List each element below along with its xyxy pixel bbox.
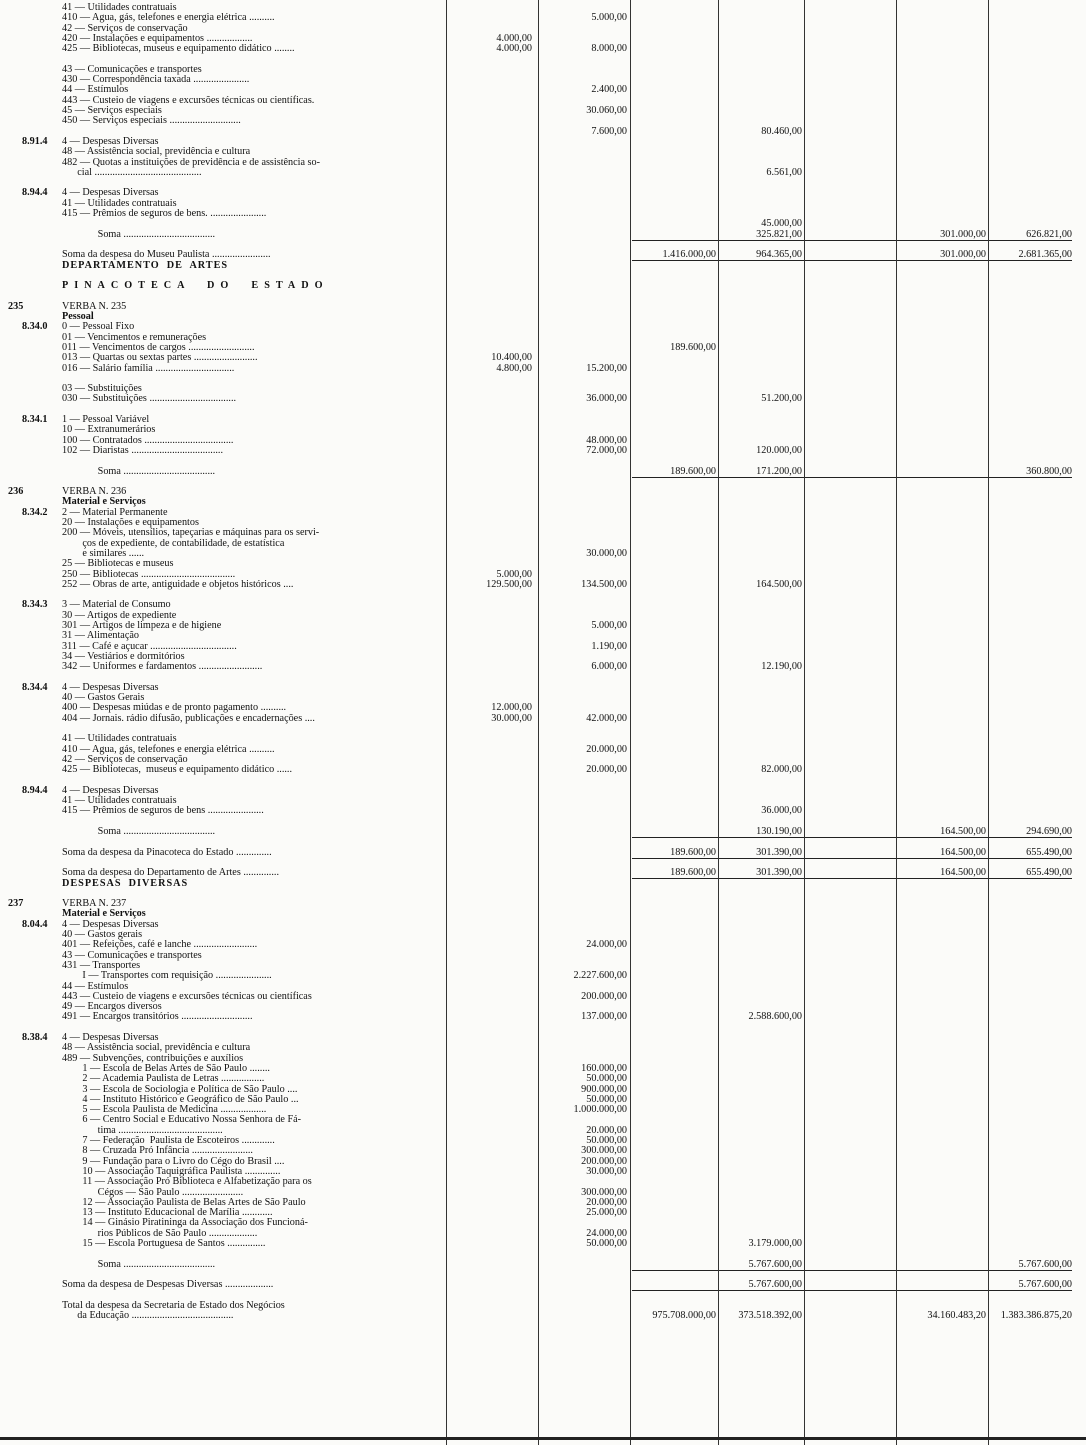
amount-c2: 1.000.000,00: [573, 1104, 627, 1116]
item-description: 4 — Despesas Diversas: [62, 187, 159, 199]
amount-c2: 48.000,00: [586, 434, 627, 446]
item-description: 40 — Gastos gerais: [62, 929, 143, 940]
item-description: 15 — Escola Portuguesa de Santos ...............: [62, 1238, 266, 1249]
amount-c4: 301.390,00: [756, 846, 802, 858]
amount-c2: 5.000,00: [591, 620, 627, 631]
item-description: Soma da despesa da Pinacoteca do Estado ..............: [62, 846, 272, 858]
amount-c1: 12.000,00: [491, 702, 532, 714]
amount-c1: 30.000,00: [491, 712, 532, 724]
item-description: 430 — Correspondência taxada ......................: [62, 74, 250, 86]
item-description: 42 — Serviços de conservação: [62, 22, 188, 34]
classification-code: 8.34.0: [22, 321, 48, 333]
item-description: 41 — Utilidades contratuais: [62, 733, 177, 745]
item-description: 100 — Contratados ...................................: [62, 434, 234, 446]
amount-c2: 20.000,00: [586, 1196, 627, 1208]
amount-c2: 6.000,00: [591, 661, 627, 673]
item-description: 4 — Despesas Diversas: [62, 1032, 159, 1043]
item-description: 43 — Comunicações e transportes: [62, 949, 202, 961]
amount-c3: 1.416.000,00: [662, 249, 716, 261]
amount-c2: 15.200,00: [586, 362, 627, 374]
item-description: 311 — Café e açucar ..................................: [62, 640, 237, 652]
item-description: Soma da despesa do Museu Paulista .......................: [62, 249, 271, 261]
item-description: Soma da despesa do Departamento de Artes ..............: [62, 867, 279, 879]
amount-c4: 164.500,00: [756, 578, 802, 590]
amount-c4: 373.518.392,00: [738, 1310, 802, 1322]
amount-c4: 5.767.600,00: [748, 1279, 802, 1291]
amount-c2: 50.000,00: [586, 1238, 627, 1249]
item-description: 41 — Utilidades contratuais: [62, 2, 177, 13]
amount-c2: 300.000,00: [581, 1186, 627, 1198]
item-description: 4 — Despesas Diversas: [62, 918, 159, 930]
item-description: 49 — Encargos diversos: [62, 1001, 162, 1013]
amount-c2: 300.000,00: [581, 1145, 627, 1157]
item-description: 44 — Estímulos: [62, 980, 129, 992]
amount-c7: 1.383.386.875,20: [1000, 1310, 1072, 1322]
amount-c2: 200.000,00: [581, 1155, 627, 1167]
item-description: 425 — Bibliotecas, museus e equipamento didático ......: [62, 764, 293, 776]
item-description: 1 — Pessoal Variável: [62, 414, 150, 425]
item-description: 41 — Utilidades contratuais: [62, 795, 177, 807]
item-description: 410 — Agua, gás, telefones e energia elétrica ..........: [62, 12, 275, 24]
classification-code: 8.94.4: [22, 187, 48, 199]
item-description: 250 — Bibliotecas .....................................: [62, 568, 236, 580]
item-description: 48 — Assistência social, previdência e cultura: [62, 1042, 251, 1054]
item-description: Cégos — São Paulo ........................: [62, 1186, 244, 1198]
amount-c2: 72.000,00: [586, 444, 627, 456]
item-description: 301 — Artigos de limpeza e de higiene: [62, 620, 222, 631]
item-description: cial ..........................................: [62, 166, 202, 178]
item-description: 8 — Cruzada Pró Infância ........................: [62, 1145, 253, 1157]
item-description: e similares ......: [62, 547, 145, 559]
item-description: 40 — Gastos Gerais: [62, 692, 145, 704]
item-description: 3 — Material de Consumo: [62, 599, 171, 611]
item-description: 011 — Vencimentos de cargos ..........................: [62, 341, 255, 353]
classification-code: 8.34.3: [22, 599, 48, 611]
amount-c4: 45.000,00: [761, 218, 802, 230]
item-description: Material e Serviços: [62, 908, 146, 920]
item-description: 31 — Alimentação: [62, 630, 139, 642]
item-description: VERBA N. 236: [62, 486, 127, 498]
item-description: DEPARTAMENTO DE ARTES: [62, 259, 229, 271]
amount-c2: 137.000,00: [581, 1011, 627, 1023]
item-description: 25 — Bibliotecas e museus: [62, 558, 174, 570]
amount-c4: 120.000,00: [756, 444, 802, 456]
amount-c7: 626.821,00: [1026, 228, 1072, 240]
item-description: 30 — Artigos de expediente: [62, 609, 177, 621]
item-description: 013 — Quartas ou sextas partes .........................: [62, 352, 258, 364]
item-description: 20 — Instalações e equipamentos: [62, 517, 199, 528]
item-description: 030 — Substituições ..................................: [62, 393, 237, 405]
amount-c2: 200.000,00: [581, 990, 627, 1002]
amount-c2: 30.060,00: [586, 105, 627, 116]
item-description: 443 — Custeio de viagens e excursões técnicas ou científicas: [62, 990, 312, 1002]
amount-c4: 51.200,00: [761, 393, 802, 405]
amount-c6: 164.500,00: [940, 846, 986, 858]
amount-c2: 20.000,00: [586, 764, 627, 776]
item-description: Pessoal: [62, 311, 94, 322]
amount-c2: 8.000,00: [591, 43, 627, 55]
amount-c2: 20.000,00: [586, 1124, 627, 1136]
item-description: ços de expediente, de contabilidade, de estatística: [62, 537, 285, 549]
item-description: 4 — Despesas Diversas: [62, 135, 159, 147]
item-description: VERBA N. 237: [62, 898, 127, 910]
item-description: Total da despesa da Secretaria de Estado dos Negócios: [62, 1299, 285, 1311]
column-divider: [718, 0, 719, 1445]
amount-c4: 325.821,00: [756, 228, 802, 240]
item-description: DESPESAS DIVERSAS: [62, 877, 189, 889]
item-description: 10 — Extranumerários: [62, 424, 156, 436]
amount-c4: 12.190,00: [761, 661, 802, 673]
item-description: 12 — Associação Paulista de Belas Artes de São Paulo: [62, 1196, 306, 1208]
amount-c1: 10.400,00: [491, 352, 532, 364]
item-description: 2 — Academia Paulista de Letras .................: [62, 1073, 265, 1085]
item-description: 48 — Assistência social, previdência e cultura: [62, 146, 251, 158]
column-divider: [804, 0, 805, 1445]
item-description: 4 — Instituto Histórico e Geográfico de São Paulo ...: [62, 1093, 299, 1105]
item-description: 1 — Escola de Belas Artes de São Paulo ........: [62, 1062, 270, 1074]
item-description: 5 — Escola Paulista de Medicina ..................: [62, 1104, 267, 1116]
item-description: tima .........................................: [62, 1124, 223, 1136]
amount-c2: 1.190,00: [591, 640, 627, 652]
item-description: 431 — Transportes: [62, 959, 141, 971]
amount-c7: 5.767.600,00: [1018, 1279, 1072, 1291]
verba-number: 235: [8, 300, 24, 312]
amount-c2: 24.000,00: [586, 1227, 627, 1239]
column-divider: [896, 0, 897, 1445]
amount-c4: 130.190,00: [756, 826, 802, 837]
amount-c4: 6.561,00: [766, 166, 802, 178]
item-description: 102 — Diaristas ....................................: [62, 444, 224, 456]
amount-c2: 30.000,00: [586, 547, 627, 559]
item-description: 11 — Associação Pró Biblioteca e Alfabetização para os: [62, 1176, 312, 1188]
amount-c2: 5.000,00: [591, 12, 627, 24]
item-description: Soma ....................................: [62, 465, 216, 477]
amount-c1: 4.800,00: [496, 362, 532, 374]
amount-c6: 164.500,00: [940, 867, 986, 879]
amount-c1: 129.500,00: [486, 578, 532, 590]
amount-c2: 30.000,00: [586, 1165, 627, 1177]
item-description: 410 — Agua, gás, telefones e energia elétrica ..........: [62, 743, 275, 755]
item-description: 252 — Obras de arte, antiguidade e objetos históricos ....: [62, 578, 294, 590]
amount-c2: 7.600,00: [591, 125, 627, 137]
amount-c4: 5.767.600,00: [748, 1258, 802, 1270]
item-description: 404 — Jornais. rádio difusão, publicações e encadernações ....: [62, 712, 315, 724]
amount-c2: 42.000,00: [586, 712, 627, 724]
amount-c7: 655.490,00: [1026, 846, 1072, 858]
amount-c6: 34.160.483,20: [927, 1310, 986, 1322]
amount-c6: 164.500,00: [940, 826, 986, 837]
item-description: I — Transportes com requisição ......................: [62, 970, 272, 982]
column-divider: [538, 0, 539, 1445]
amount-c7: 360.800,00: [1026, 465, 1072, 477]
amount-c2: 134.500,00: [581, 578, 627, 590]
amount-c2: 20.000,00: [586, 743, 627, 755]
amount-c3: 189.600,00: [670, 867, 716, 879]
amount-c2: 900.000,00: [581, 1083, 627, 1095]
item-description: PINACOTECA DO ESTADO: [62, 280, 329, 292]
amount-c2: 50.000,00: [586, 1135, 627, 1146]
item-description: 491 — Encargos transitórios ............................: [62, 1011, 253, 1023]
column-divider: [988, 0, 989, 1445]
amount-c6: 301.000,00: [940, 228, 986, 240]
item-description: 400 — Despesas miúdas e de pronto pagamento ..........: [62, 702, 287, 714]
item-description: 41 — Utilidades contratuais: [62, 197, 177, 209]
item-description: 45 — Serviços especiais: [62, 105, 162, 116]
item-description: VERBA N. 235: [62, 300, 127, 312]
classification-code: 8.91.4: [22, 135, 48, 147]
item-description: 4 — Despesas Diversas: [62, 784, 159, 796]
item-description: 44 — Estímulos: [62, 84, 129, 96]
amount-c4: 3.179.000,00: [748, 1238, 802, 1249]
item-description: 415 — Prêmios de seguros de bens ......................: [62, 805, 264, 817]
item-description: 6 — Centro Social e Educativo Nossa Senhora de Fá-: [62, 1114, 302, 1126]
item-description: 7 — Federação Paulista de Escoteiros .............: [62, 1135, 275, 1146]
item-description: 0 — Pessoal Fixo: [62, 321, 135, 333]
item-description: 342 — Uniformes e fardamentos .........................: [62, 661, 263, 673]
item-description: da Educação ........................................: [62, 1310, 234, 1322]
amount-c4: 171.200,00: [756, 465, 802, 477]
amount-c1: 5.000,00: [496, 568, 532, 580]
item-description: 34 — Vestiários e dormitórios: [62, 650, 185, 662]
amount-c4: 2.588.600,00: [748, 1011, 802, 1023]
item-description: 14 — Ginásio Piratininga da Associação dos Funcioná-: [62, 1217, 308, 1229]
amount-c2: 25.000,00: [586, 1207, 627, 1219]
item-description: Soma ....................................: [62, 228, 216, 240]
item-description: 43 — Comunicações e transportes: [62, 63, 202, 75]
item-description: 01 — Vencimentos e remunerações: [62, 331, 207, 343]
column-divider: [630, 0, 631, 1445]
item-description: rios Públicos de São Paulo ...................: [62, 1227, 258, 1239]
classification-code: 8.34.1: [22, 414, 48, 425]
item-description: 10 — Associação Taquigráfica Paulista ..............: [62, 1165, 281, 1177]
column-divider: [446, 0, 447, 1445]
amount-c2: 24.000,00: [586, 939, 627, 951]
item-description: 4 — Despesas Diversas: [62, 681, 159, 693]
amount-c3: 189.600,00: [670, 846, 716, 858]
item-description: 13 — Instituto Educacional de Marília ............: [62, 1207, 273, 1219]
amount-c1: 4.000,00: [496, 32, 532, 44]
amount-c2: 50.000,00: [586, 1093, 627, 1105]
amount-c3: 189.600,00: [670, 341, 716, 353]
item-description: Soma da despesa de Despesas Diversas ...................: [62, 1279, 274, 1291]
amount-c6: 301.000,00: [940, 249, 986, 261]
verba-number: 237: [8, 898, 24, 910]
classification-code: 8.34.2: [22, 506, 48, 518]
amount-c2: 160.000,00: [581, 1062, 627, 1074]
item-description: 42 — Serviços de conservação: [62, 753, 188, 765]
amount-c3: 189.600,00: [670, 465, 716, 477]
amount-c4: 301.390,00: [756, 867, 802, 879]
classification-code: 8.04.4: [22, 918, 48, 930]
amount-c7: 655.490,00: [1026, 867, 1072, 879]
amount-c4: 82.000,00: [761, 764, 802, 776]
amount-c2: 36.000,00: [586, 393, 627, 405]
amount-c4: 80.460,00: [761, 125, 802, 137]
amount-c3: 975.708.000,00: [652, 1310, 716, 1322]
item-description: 3 — Escola de Sociologia e Política de São Paulo ....: [62, 1083, 298, 1095]
item-description: 450 — Serviços especiais ............................: [62, 115, 241, 127]
item-description: 443 — Custeio de viagens e excursões técnicas ou científicas.: [62, 94, 315, 106]
item-description: 425 — Bibliotecas, museus e equipamento didático ........: [62, 43, 295, 55]
item-description: 9 — Fundação para o Livro do Cégo do Brasil ....: [62, 1155, 285, 1167]
item-description: 482 — Quotas a instituições de previdência e de assistência so-: [62, 156, 321, 168]
amount-c7: 294.690,00: [1026, 826, 1072, 837]
item-description: Material e Serviços: [62, 496, 146, 508]
amount-c4: 964.365,00: [756, 249, 802, 261]
item-description: 415 — Prêmios de seguros de bens. ......................: [62, 208, 267, 219]
item-description: 200 — Móveis, utensílios, tapeçarias e máquinas para os servi-: [62, 527, 320, 539]
item-description: 2 — Material Permanente: [62, 506, 168, 518]
amount-c2: 2.227.600,00: [573, 970, 627, 982]
classification-code: 8.34.4: [22, 681, 48, 693]
item-description: 401 — Refeições, café e lanche .........................: [62, 939, 258, 951]
amount-c2: 2.400,00: [591, 84, 627, 96]
item-description: 420 — Instalações e equipamentos ..................: [62, 32, 253, 44]
amount-c4: 36.000,00: [761, 805, 802, 817]
amount-c7: 5.767.600,00: [1018, 1258, 1072, 1270]
amount-c2: 50.000,00: [586, 1073, 627, 1085]
amount-c1: 4.000,00: [496, 43, 532, 55]
amount-c7: 2.681.365,00: [1018, 249, 1072, 261]
item-description: 016 — Salário família ...............................: [62, 362, 235, 374]
classification-code: 8.94.4: [22, 784, 48, 796]
ledger-row: [0, 1310, 1086, 1321]
item-description: 489 — Subvenções, contribuições e auxílios: [62, 1052, 244, 1064]
classification-code: 8.38.4: [22, 1032, 48, 1043]
item-description: 03 — Substituições: [62, 383, 142, 395]
bottom-rule: [0, 1437, 1086, 1440]
item-description: Soma ....................................: [62, 826, 216, 837]
verba-number: 236: [8, 486, 24, 498]
item-description: Soma ....................................: [62, 1258, 216, 1270]
